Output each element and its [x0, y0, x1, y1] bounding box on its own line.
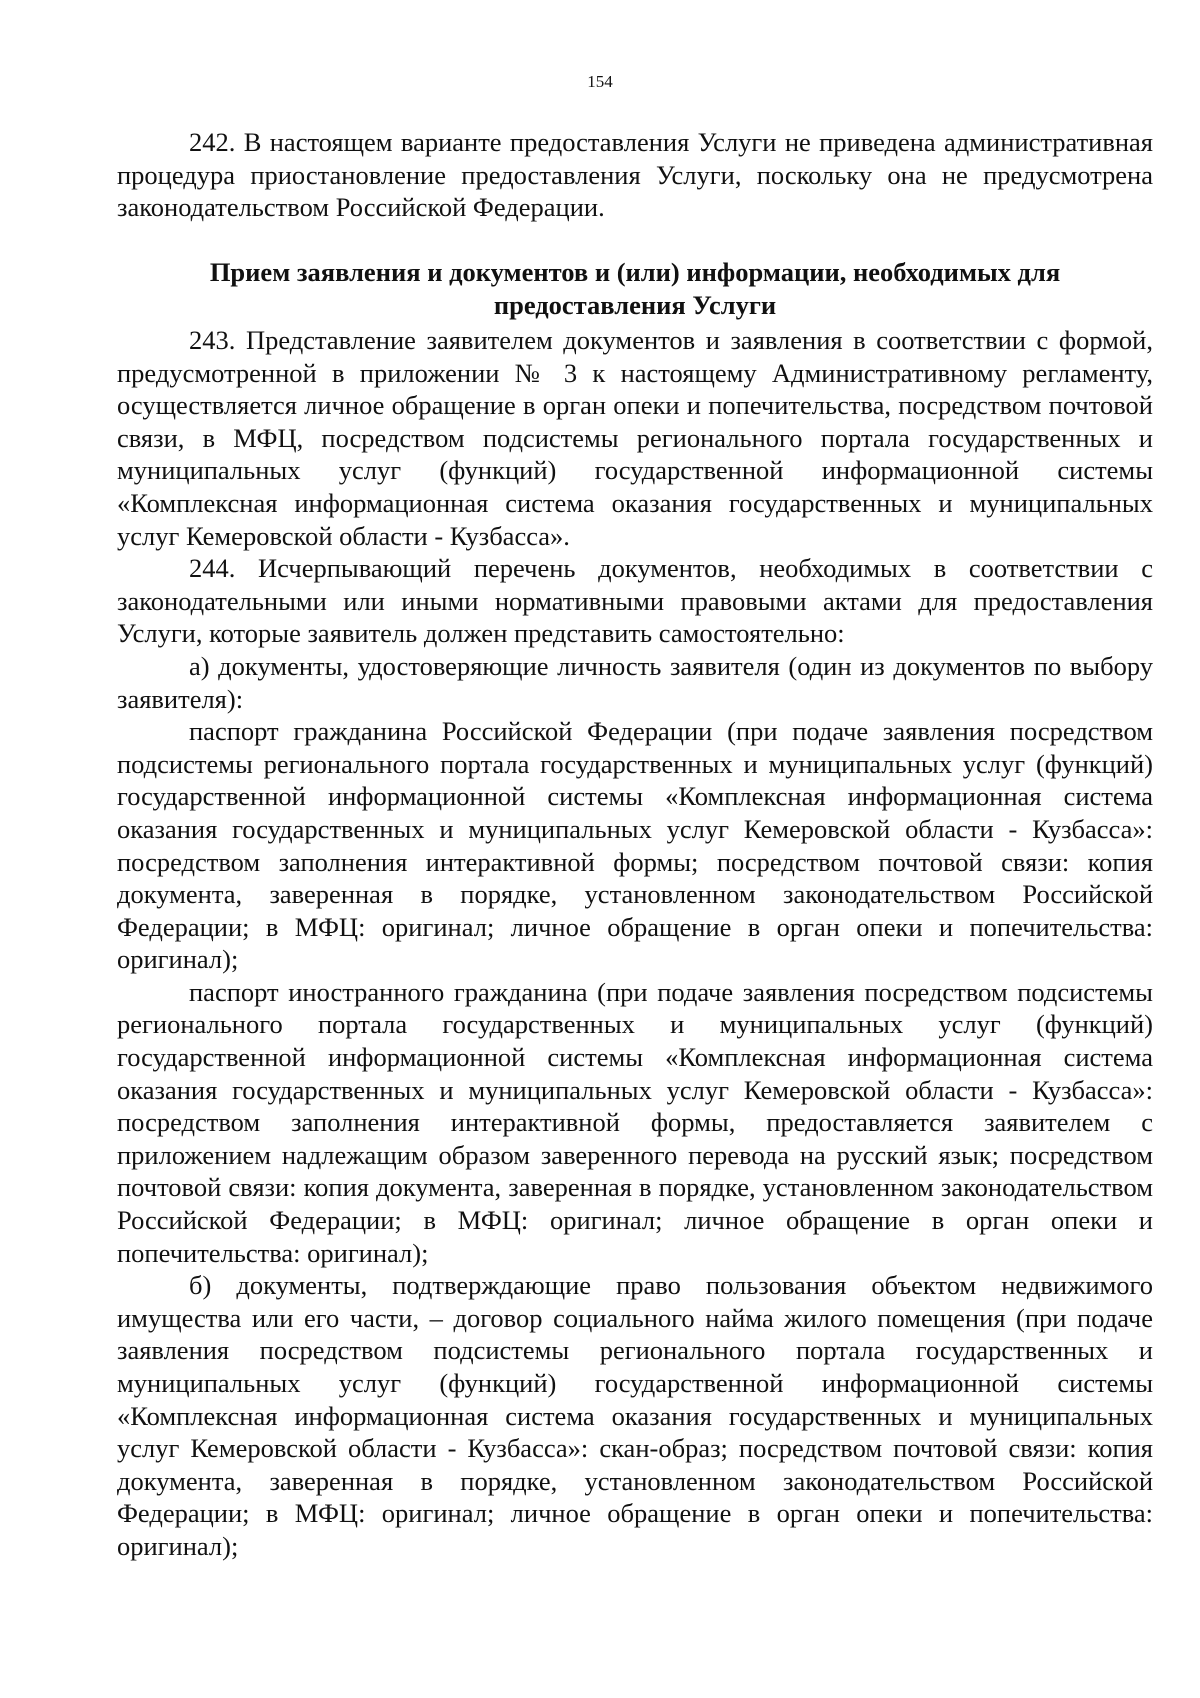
paragraph-russian-passport: паспорт гражданина Российской Федерации (при подаче заявления посредством подсистемы регионального портала государственных и муниципальных услуг (функций) государственной информационной системы «Комплексная информационная система оказания государственных и муниципальных услуг Кемеровской области - Кузбасса»: посредством заполнения интерактивной формы; посредством почтовой связи: копия документа, заверенная в порядке, установленном законодательством Российской Федерации; в МФЦ: оригинал; личное обращение в орган опеки и попечительства: оригинал); [117, 716, 1153, 975]
paragraph-item-a: а) документы, удостоверяющие личность заявителя (один из документов по выбору заявителя): [117, 650, 1153, 714]
paragraph-242: 242. В настоящем варианте предоставления Услуги не приведена административная процедура приостановление предоставления Услуги, поскольку она не предусмотрена законодательством Российской Федерации. [117, 127, 1153, 223]
page-number: 154 [587, 72, 613, 91]
main-text-block [117, 324, 1153, 1563]
paragraph-242-block [117, 126, 1153, 224]
paragraph-item-b: б) документы, подтверждающие право пользования объектом недвижимого имущества или его части, – договор социального найма жилого помещения (при подаче заявления посредством подсистемы регионального портала государственных и муниципальных услуг (функций) государственной информационной системы «Комплексная информационная система оказания государственных и муниципальных услуг Кемеровской области - Кузбасса»: скан-образ; посредством почтовой связи: копия документа, заверенная в порядке, установленном законодательством Российской Федерации; в МФЦ: оригинал; личное обращение в орган опеки и попечительства: оригинал); [117, 1270, 1153, 1561]
section-heading: Прием заявления и документов и (или) информации, необходимых для предоставления Услуги [209, 257, 1061, 320]
paragraph-243: 243. Представление заявителем документов и заявления в соответствии с формой, предусмотренной в приложении № 3 к настоящему Административному регламенту, осуществляется личное обращение в орган опеки и попечительства, посредством почтовой связи, в МФЦ, посредством подсистемы регионального портала государственных и муниципальных услуг (функций) государственной информационной системы «Комплексная информационная система оказания государственных и муниципальных услуг Кемеровской области - Кузбасса». [117, 325, 1153, 551]
paragraph-foreign-passport: паспорт иностранного гражданина (при подаче заявления посредством подсистемы регионального портала государственных и муниципальных услуг (функций) государственной информационной системы «Комплексная информационная система оказания государственных и муниципальных услуг Кемеровской области - Кузбасса»: посредством заполнения интерактивной формы, предоставляется заявителем с приложением надлежащим образом заверенного перевода на русский язык; посредством почтовой связи: копия документа, заверенная в порядке, установленном законодательством Российской Федерации; в МФЦ: оригинал; личное обращение в орган опеки и попечительства: оригинал); [117, 976, 1153, 1268]
paragraph-244: 244. Исчерпывающий перечень документов, необходимых в соответствии с законодательными или иными нормативными правовыми актами для предоставления Услуги, которые заявитель должен представить самостоятельно: [117, 553, 1153, 649]
